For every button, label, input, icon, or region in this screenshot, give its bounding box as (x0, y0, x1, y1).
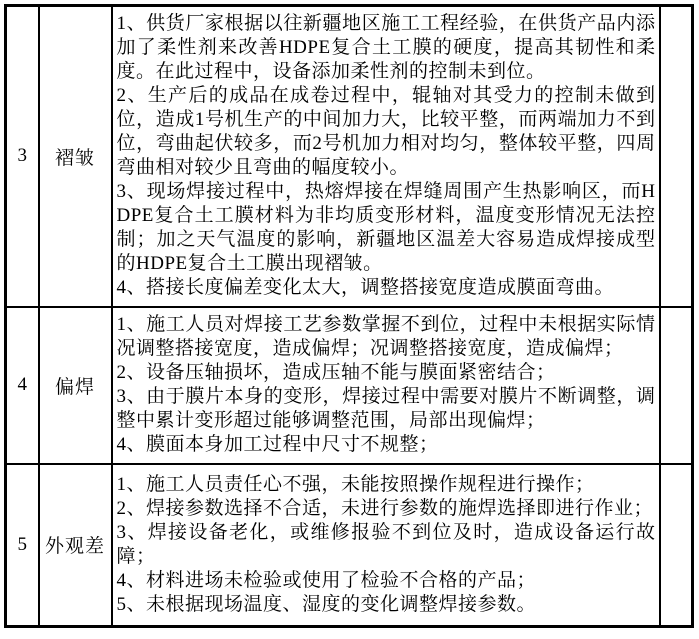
cause-item: 3、焊接设备老化，或维修报验不到位及时，造成设备运行故障； (116, 521, 656, 567)
defect-causes-table (4, 4, 694, 628)
cause-item: 5、未根据现场温度、湿度的变化调整焊接参数。 (116, 593, 537, 615)
cause-item: 2、设备压轴损坏，造成压轴不能与膜面紧密结合； (116, 362, 556, 383)
row-number: 5 (6, 464, 39, 627)
blank-cell (660, 464, 693, 627)
table-row (6, 464, 693, 627)
cause-details-cell (112, 6, 660, 307)
document-page (0, 4, 699, 639)
cause-details-cell (112, 307, 660, 464)
cause-item: 3、由于膜片本身的变形，焊接过程中需要对膜片不断调整，调整中累计变形超过能够调整范围，局部出现偏焊； (116, 386, 656, 431)
blank-cell (660, 307, 693, 464)
row-number: 3 (6, 6, 39, 307)
defect-type-label: 偏焊 (39, 307, 112, 464)
table-row (6, 307, 693, 464)
cause-item: 4、搭接长度偏差变化太大，调整搭接宽度造成膜面弯曲。 (116, 277, 615, 299)
cause-item: 4、膜面本身加工过程中尺寸不规整； (116, 434, 439, 455)
cause-item: 1、施工人员对焊接工艺参数掌握不到位，过程中未根据实际情况调整搭接宽度，造成偏焊；况调整搭接宽度，造成偏焊； (116, 314, 656, 359)
cause-item: 3、现场焊接过程中，热熔焊接在焊缝周围产生热影响区，而HDPE复合土工膜材料为非均质变形材料，温度变形情况无法控制；加之天气温度的影响，新疆地区温差大容易造成焊接成型的HDPE复合土工膜出现褶皱。 (116, 181, 656, 275)
blank-cell (660, 6, 693, 307)
cause-item: 4、材料进场未检验或使用了检验不合格的产品； (116, 569, 537, 591)
cause-details-cell (112, 464, 660, 627)
table-row (6, 6, 693, 307)
row-number: 4 (6, 307, 39, 464)
cause-item: 2、焊接参数选择不合适，未进行参数的施焊选择即进行作业； (116, 497, 654, 519)
cause-item: 1、施工人员责任心不强，未能按照操作规程进行操作； (116, 473, 595, 495)
defect-type-label: 外观差 (39, 464, 112, 627)
defect-type-label: 褶皱 (39, 6, 112, 307)
cause-item: 1、供货厂家根据以往新疆地区施工工程经验，在供货产品内添加了柔性剂来改善HDPE复合土工膜的硬度，提高其韧性和柔度。在此过程中，设备添加柔性剂的控制未到位。 (116, 13, 656, 83)
cause-item: 2、生产后的成品在成卷过程中，辊轴对其受力的控制未做到位，造成1号机生产的中间加力大，比较平整，而两端加力不到位，弯曲起伏较多，而2号机加力相对均匀，整体较平整，四周弯曲相对较少且弯曲的幅度较小。 (116, 85, 656, 179)
